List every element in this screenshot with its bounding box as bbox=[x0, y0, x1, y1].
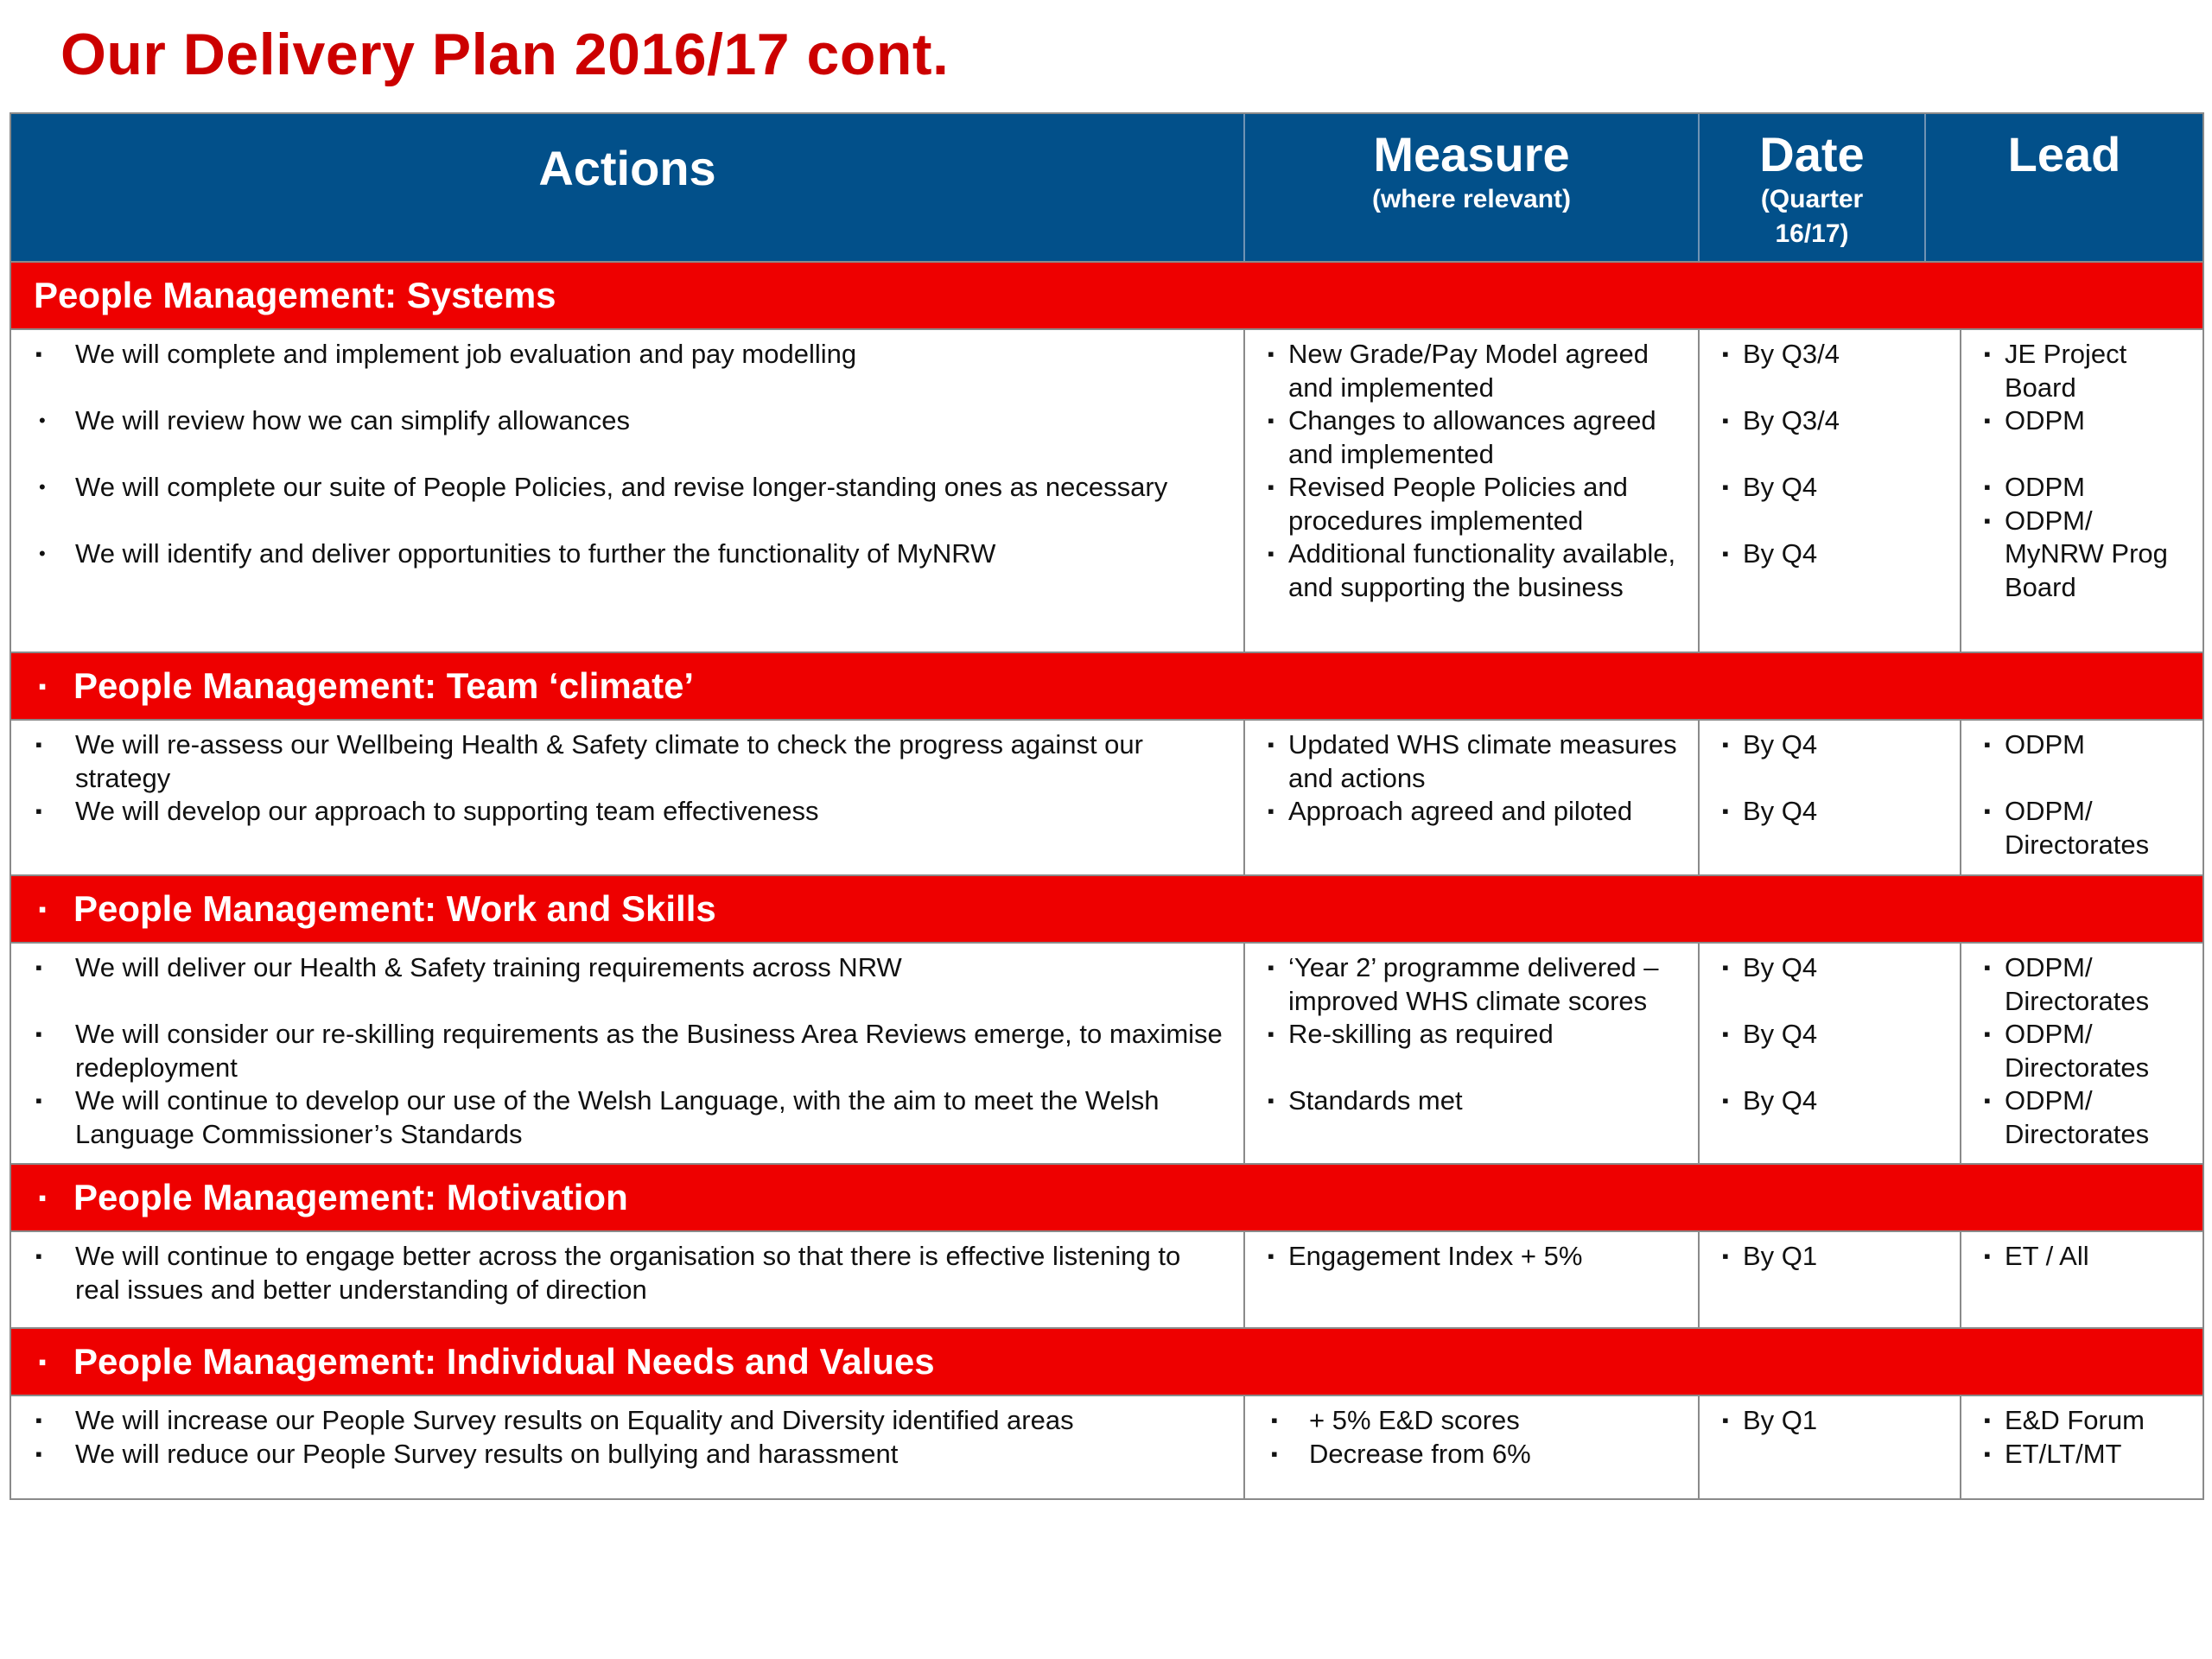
bullet-icon: ▪ bbox=[1268, 343, 1274, 365]
list-item: ▪ By Q4 bbox=[1700, 728, 1960, 762]
lead-cell bbox=[1961, 1232, 2202, 1327]
bullet-icon: ▪ bbox=[38, 1348, 47, 1375]
list-item: ▪ ET/LT/MT bbox=[1961, 1438, 2202, 1471]
lead-cell bbox=[1961, 721, 2202, 874]
bullet-icon: ▪ bbox=[35, 957, 42, 978]
date-cell bbox=[1700, 1232, 1961, 1327]
section-title: People Management: Individual Needs and Values bbox=[73, 1341, 935, 1382]
list-item: ▪ ODPM/ Directorates bbox=[1984, 1019, 2150, 1083]
header-date-sublabel-2: 16/17) bbox=[1775, 219, 1849, 248]
list-item: ▪ ODPM/ MyNRW Prog Board bbox=[1984, 505, 2168, 602]
header-measure bbox=[1245, 114, 1700, 261]
bullet-icon: ▪ bbox=[1984, 734, 1991, 755]
list-item: ▪ We will continue to engage better across the organisation so that there is effective listening to real issues and better understanding of direction bbox=[35, 1241, 1181, 1305]
lead-cell bbox=[1961, 330, 2202, 652]
list-item: ▪ By Q4 bbox=[1700, 471, 1960, 505]
bullet-icon: ▪ bbox=[1268, 734, 1274, 755]
section-row-work-skills bbox=[11, 942, 2202, 1163]
list-item: ▪ E&D Forum bbox=[1961, 1404, 2202, 1438]
list-item: ▪ We will continue to develop our use of the Welsh Language, with the aim to meet the Welsh Language Commissioner’s Standards bbox=[35, 1085, 1160, 1149]
measure-cell bbox=[1245, 1232, 1700, 1327]
bullet-icon: ▪ bbox=[1722, 1409, 1729, 1431]
bullet-icon: ▪ bbox=[1984, 476, 1991, 498]
header-lead-label: Lead bbox=[2007, 127, 2121, 181]
list-item: ▪ We will re-assess our Wellbeing Health & Safety climate to check the progress against our strategy bbox=[35, 729, 1143, 793]
list-item: ▪ + 5% E&D scores bbox=[1245, 1404, 1698, 1438]
bullet-icon: ▪ bbox=[35, 1023, 42, 1045]
list-item: ▪ ODPM bbox=[1961, 728, 2202, 762]
header-date bbox=[1700, 114, 1926, 261]
section-row-systems bbox=[11, 328, 2202, 652]
section-bar-motivation bbox=[11, 1163, 2202, 1230]
bullet-icon: ▪ bbox=[1268, 957, 1274, 978]
section-row-motivation bbox=[11, 1230, 2202, 1327]
list-item: ▪ We will complete and implement job evaluation and pay modelling bbox=[11, 338, 1243, 372]
section-bar-work-skills bbox=[11, 874, 2202, 942]
list-item: ▪ By Q1 bbox=[1700, 1404, 1960, 1438]
list-item: ▪ Approach agreed and piloted bbox=[1245, 795, 1698, 829]
date-cell bbox=[1700, 944, 1961, 1163]
bullet-icon: ▪ bbox=[1984, 800, 1991, 822]
section-title: People Management: Work and Skills bbox=[73, 888, 716, 929]
header-actions bbox=[11, 114, 1245, 261]
table-header-row bbox=[11, 114, 2202, 261]
list-item: ▪ By Q4 bbox=[1700, 1084, 1960, 1118]
actions-cell bbox=[11, 330, 1245, 652]
measure-cell bbox=[1245, 944, 1700, 1163]
bullet-icon: ▪ bbox=[1722, 957, 1729, 978]
lead-cell bbox=[1961, 1396, 2202, 1498]
section-bar-individual-needs bbox=[11, 1327, 2202, 1395]
bullet-icon: ▪ bbox=[35, 800, 42, 822]
list-item: ▪ We will consider our re-skilling requirements as the Business Area Reviews emerge, to maximise redeployment bbox=[35, 1019, 1223, 1083]
bullet-icon: ▪ bbox=[38, 1184, 47, 1211]
actions-cell bbox=[11, 944, 1245, 1163]
bullet-icon: ▪ bbox=[35, 1442, 42, 1465]
list-item: ▪ Changes to allowances agreed and implemented bbox=[1268, 405, 1656, 469]
list-item: ▪ By Q3/4 bbox=[1700, 404, 1960, 438]
list-item: ▪ ODPM bbox=[1961, 404, 2202, 438]
bullet-icon: ▪ bbox=[1268, 1023, 1274, 1045]
list-item: ▪ JE Project Board bbox=[1984, 339, 2127, 403]
lead-cell bbox=[1961, 944, 2202, 1163]
bullet-icon: ▪ bbox=[1271, 1409, 1278, 1431]
list-item: ▪ By Q4 bbox=[1700, 795, 1960, 829]
header-lead bbox=[1926, 114, 2202, 261]
list-item: ▪ By Q4 bbox=[1700, 537, 1960, 571]
bullet-icon: ▪ bbox=[1722, 800, 1729, 822]
delivery-plan-table bbox=[10, 112, 2204, 1500]
actions-cell bbox=[11, 721, 1245, 874]
bullet-icon: ▪ bbox=[35, 1245, 42, 1267]
list-item: ▪ By Q4 bbox=[1700, 1018, 1960, 1052]
bullet-icon: ▪ bbox=[1722, 1090, 1729, 1111]
list-item: ▪ By Q4 bbox=[1700, 951, 1960, 985]
bullet-icon: ▪ bbox=[38, 895, 47, 922]
measure-cell bbox=[1245, 721, 1700, 874]
bullet-icon: ▪ bbox=[1268, 543, 1274, 564]
list-item: ▪ Revised People Policies and procedures implemented bbox=[1268, 472, 1628, 536]
bullet-icon: ▪ bbox=[1984, 957, 1991, 978]
date-cell bbox=[1700, 721, 1961, 874]
section-title: People Management: Motivation bbox=[73, 1177, 628, 1217]
date-cell bbox=[1700, 330, 1961, 652]
bullet-icon: ▪ bbox=[1268, 410, 1274, 431]
bullet-icon: ▪ bbox=[35, 1090, 42, 1111]
bullet-icon: ▪ bbox=[1984, 1090, 1991, 1111]
bullet-icon: ▪ bbox=[1271, 1442, 1278, 1465]
list-item: ▪ ‘Year 2’ programme delivered – improved WHS climate scores bbox=[1268, 952, 1659, 1016]
list-item: • We will review how we can simplify allowances bbox=[11, 404, 1243, 438]
bullet-icon: ▪ bbox=[1722, 1245, 1729, 1267]
bullet-icon: ▪ bbox=[1722, 1023, 1729, 1045]
list-item: ▪ Engagement Index + 5% bbox=[1245, 1240, 1698, 1274]
header-measure-sublabel: (where relevant) bbox=[1371, 185, 1572, 213]
bullet-icon: ▪ bbox=[35, 1409, 42, 1431]
header-date-label: Date bbox=[1759, 127, 1865, 181]
bullet-icon: ▪ bbox=[1268, 1245, 1274, 1267]
list-item: ▪ We will reduce our People Survey results on bullying and harassment bbox=[11, 1438, 1243, 1471]
bullet-icon: ▪ bbox=[1984, 1442, 1991, 1465]
bullet-icon: ▪ bbox=[38, 672, 47, 699]
actions-cell bbox=[11, 1232, 1245, 1327]
bullet-icon: ▪ bbox=[1722, 543, 1729, 564]
list-item: ▪ Additional functionality available, and supporting the business bbox=[1268, 538, 1676, 602]
bullet-icon: ▪ bbox=[1984, 343, 1991, 365]
section-bar-team-climate bbox=[11, 652, 2202, 719]
bullet-icon: ▪ bbox=[1722, 734, 1729, 755]
bullet-icon: ▪ bbox=[1722, 410, 1729, 431]
list-item: ▪ Decrease from 6% bbox=[1245, 1438, 1698, 1471]
list-item: ▪ We will develop our approach to supporting team effectiveness bbox=[11, 795, 1243, 829]
bullet-icon: ▪ bbox=[35, 343, 42, 365]
bullet-icon: ▪ bbox=[35, 734, 42, 755]
list-item: ▪ By Q3/4 bbox=[1700, 338, 1960, 372]
header-measure-label: Measure bbox=[1373, 127, 1570, 181]
list-item: ▪ ET / All bbox=[1961, 1240, 2202, 1274]
measure-cell bbox=[1245, 1396, 1700, 1498]
bullet-icon: • bbox=[39, 410, 46, 431]
bullet-icon: ▪ bbox=[1722, 476, 1729, 498]
section-title: People Management: Systems bbox=[34, 275, 556, 315]
bullet-icon: ▪ bbox=[1268, 476, 1274, 498]
list-item: ▪ ODPM bbox=[1961, 471, 2202, 505]
list-item: ▪ Updated WHS climate measures and actions bbox=[1268, 729, 1677, 793]
list-item: ▪ Standards met bbox=[1245, 1084, 1698, 1118]
list-item: ▪ We will increase our People Survey results on Equality and Diversity identified areas bbox=[11, 1404, 1243, 1438]
list-item: ▪ New Grade/Pay Model agreed and implemented bbox=[1268, 339, 1649, 403]
list-item: ▪ Re-skilling as required bbox=[1245, 1018, 1698, 1052]
list-item: ▪ By Q1 bbox=[1700, 1240, 1960, 1274]
bullet-icon: ▪ bbox=[1268, 800, 1274, 822]
bullet-icon: • bbox=[39, 543, 46, 564]
list-item: • We will identify and deliver opportunities to further the functionality of MyNRW bbox=[11, 537, 1243, 571]
date-cell bbox=[1700, 1396, 1961, 1498]
bullet-icon: • bbox=[39, 476, 46, 498]
bullet-icon: ▪ bbox=[1984, 1023, 1991, 1045]
list-item: ▪ ODPM/ Directorates bbox=[1984, 796, 2150, 860]
bullet-icon: ▪ bbox=[1722, 343, 1729, 365]
list-item: ▪ We will deliver our Health & Safety training requirements across NRW bbox=[11, 951, 1243, 985]
actions-cell bbox=[11, 1396, 1245, 1498]
section-row-individual-needs bbox=[11, 1395, 2202, 1498]
bullet-icon: ▪ bbox=[1984, 1409, 1991, 1431]
header-actions-label: Actions bbox=[538, 141, 716, 195]
header-date-sublabel-1: (Quarter bbox=[1760, 185, 1864, 213]
list-item: • We will complete our suite of People Policies, and revise longer-standing ones as necessary bbox=[11, 471, 1243, 505]
list-item: ▪ ODPM/ Directorates bbox=[1984, 952, 2150, 1016]
section-title: People Management: Team ‘climate’ bbox=[73, 665, 695, 706]
bullet-icon: ▪ bbox=[1268, 1090, 1274, 1111]
page-title: Our Delivery Plan 2016/17 cont. bbox=[60, 22, 950, 87]
bullet-icon: ▪ bbox=[1984, 1245, 1991, 1267]
bullet-icon: ▪ bbox=[1984, 509, 1991, 531]
section-row-team-climate bbox=[11, 719, 2202, 874]
section-bar-systems bbox=[11, 261, 2202, 328]
bullet-icon: ▪ bbox=[1984, 410, 1991, 431]
list-item: ▪ ODPM/ Directorates bbox=[1984, 1085, 2150, 1149]
measure-cell bbox=[1245, 330, 1700, 652]
